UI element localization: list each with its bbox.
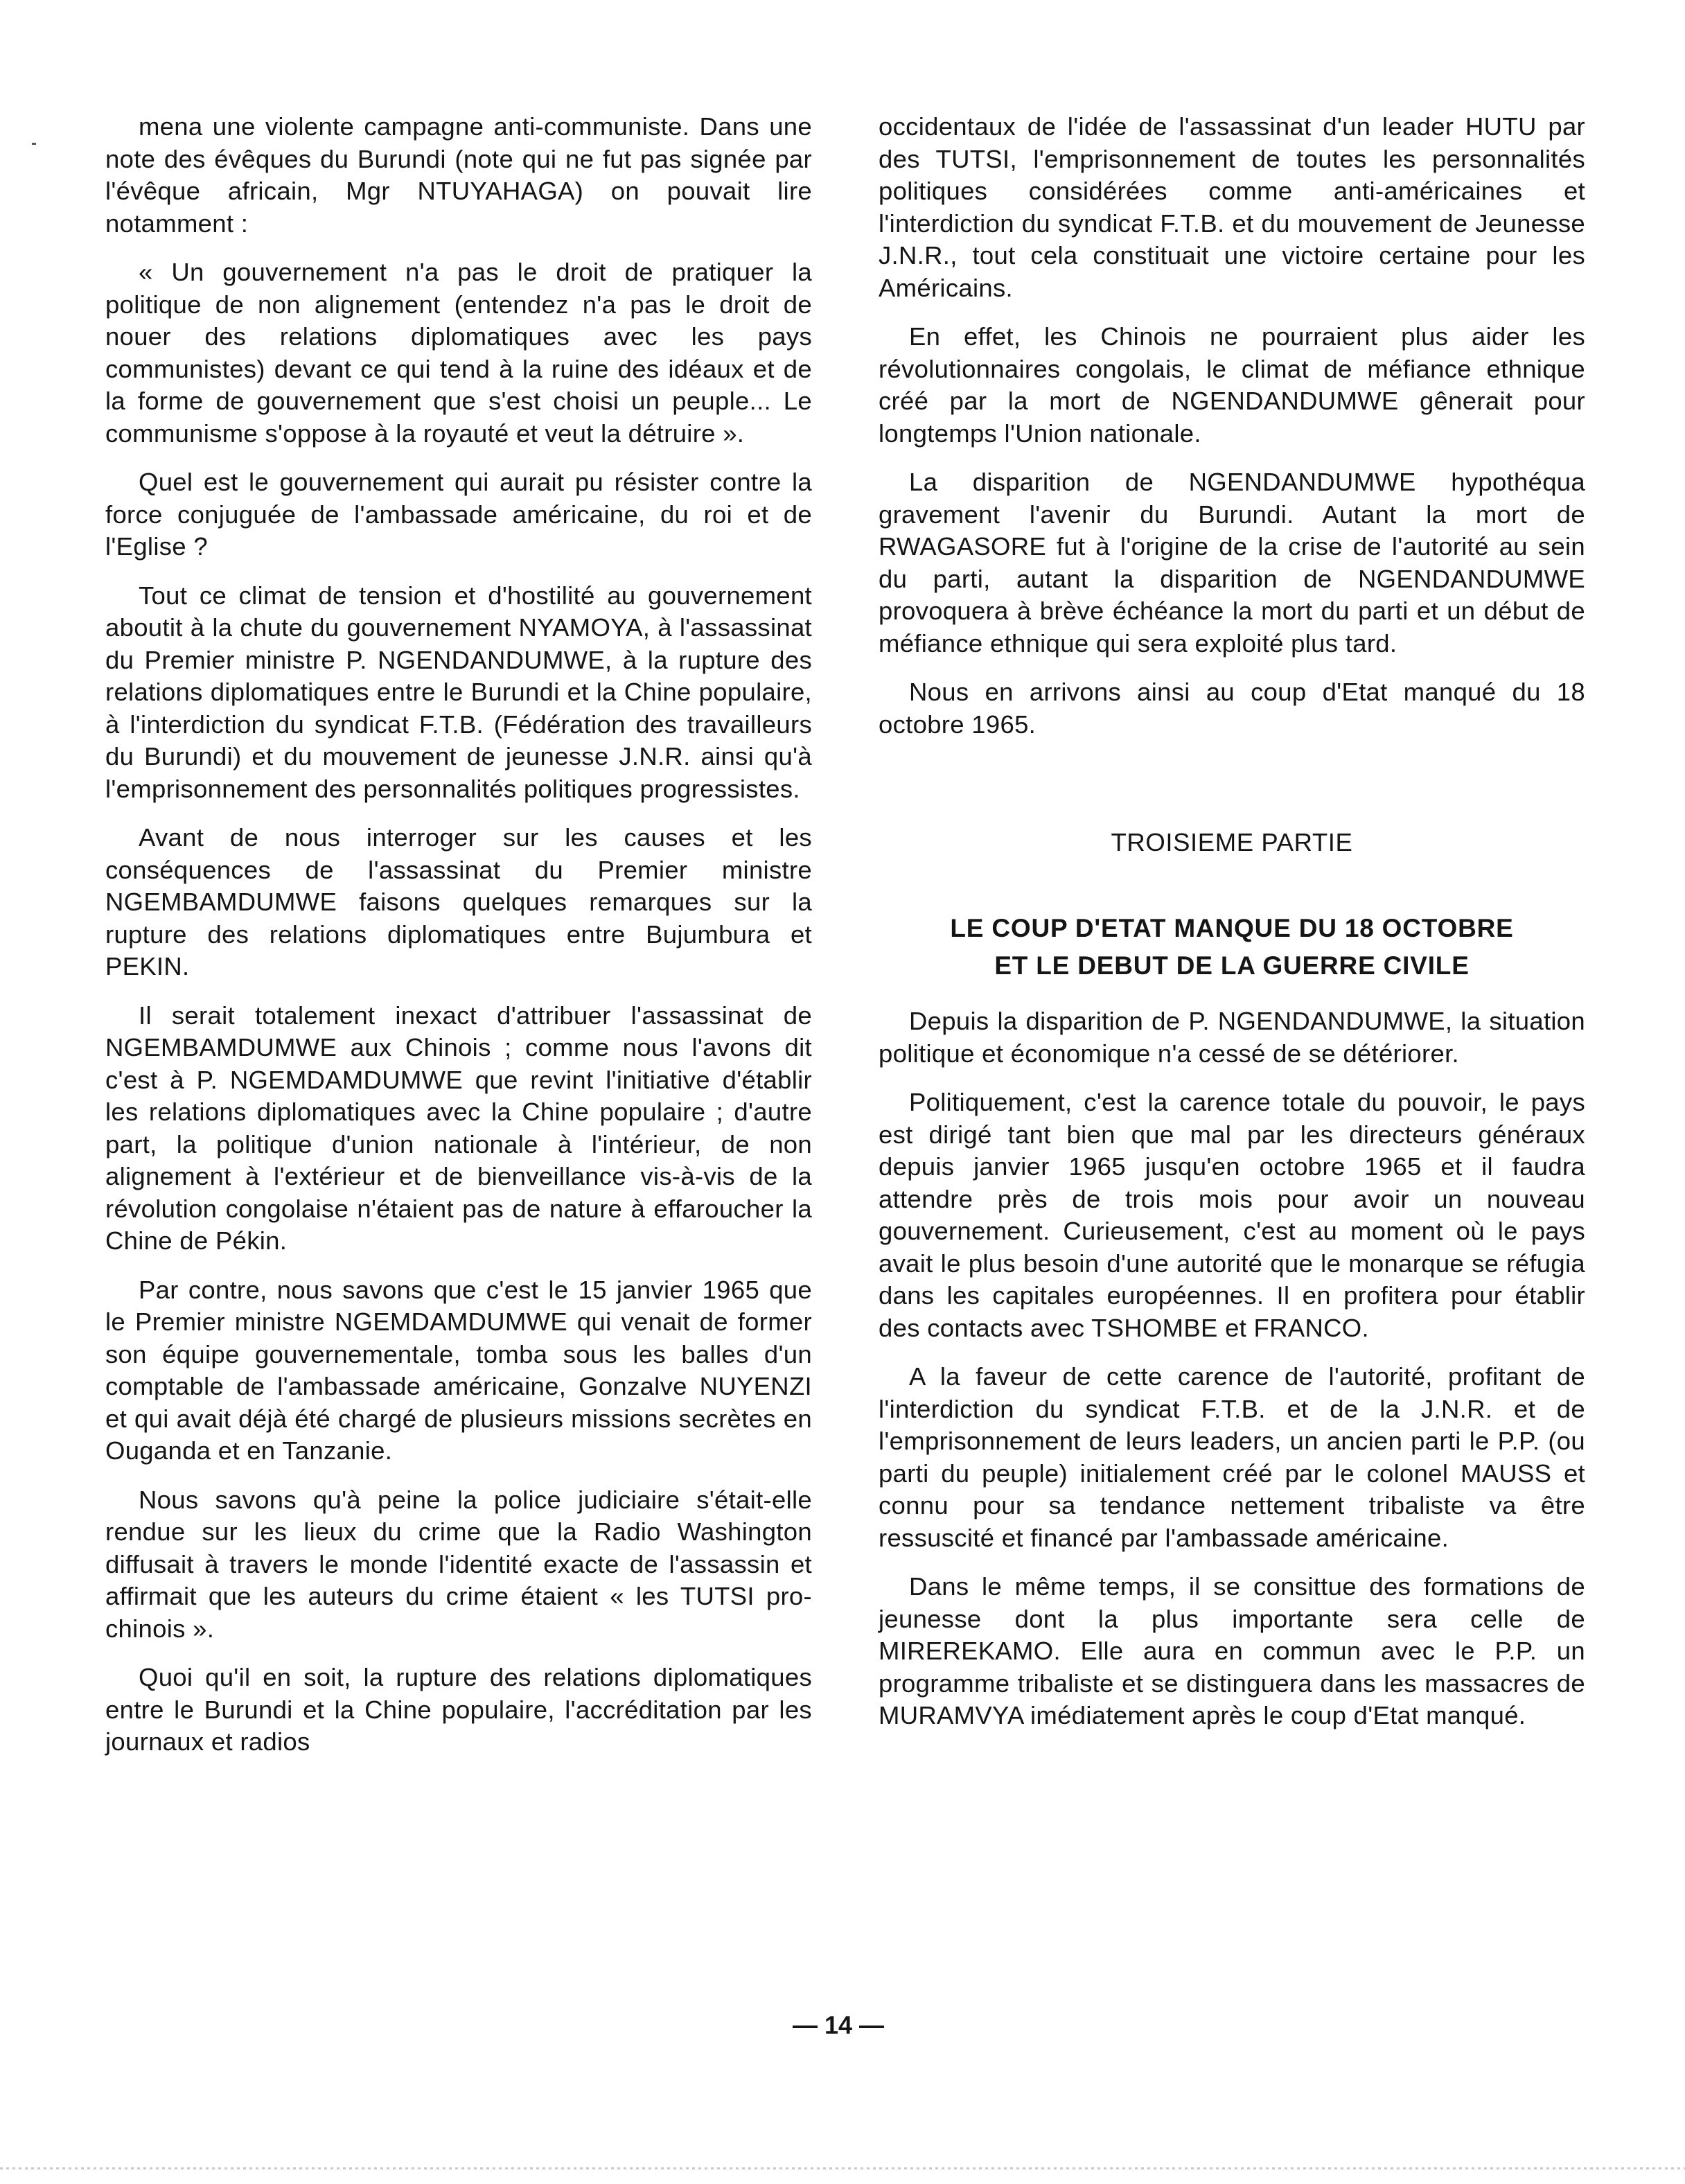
paragraph: Quoi qu'il en soit, la rupture des relations diplomatiques entre le Burundi et la Chine populaire, l'accréditation par les journaux et radios: [105, 1663, 812, 1756]
paragraph-quote: « Un gouvernement n'a pas le droit de pratiquer la politique de non alignement (entendez n'a pas le droit de nouer des relations diplomatiques avec les pays communistes) devant ce qui tend à la ruine des idéaux et de la forme de gouvernement que s'est choisi un peuple... Le communisme s'oppose à la royauté et veut la détruire ».: [105, 258, 812, 448]
paragraph: Nous savons qu'à peine la police judiciaire s'était-elle rendue sur les lieux du crime que la Radio Washington diffusait à travers le monde l'identité exacte de l'assassin et affirmait que les auteurs du crime étaient « les TUTSI pro-chinois ».: [105, 1485, 812, 1643]
section-title-line: ET LE DEBUT DE LA GUERRE CIVILE: [994, 951, 1470, 980]
paragraph: Quel est le gouvernement qui aurait pu résister contre la force conjuguée de l'ambassade américaine, du roi et de l'Eglise ?: [105, 468, 812, 561]
paragraph: Tout ce climat de tension et d'hostilité au gouvernement aboutit à la chute du gouvernement NYAMOYA, à l'assassinat du Premier ministre P. NGENDANDUMWE, à la rupture des relations diplomatiques entre le Burundi et la Chine populaire, à l'interdiction du syndicat F.T.B. (Fédération des travailleurs du Burundi) et du mouvement de jeunesse J.N.R. ainsi qu'à l'emprisonnement des personnalités politiques progressistes.: [105, 581, 812, 803]
paragraph: A la faveur de cette carence de l'autorité, profitant de l'interdiction du syndicat F.T.B. et de la J.N.R. et de l'emprisonnement de leurs leaders, un ancien parti le P.P. (ou parti du peuple) initialement créé par le colonel MAUSS et connu pour sa tendance nettement tribaliste va être ressuscité et financé par l'ambassade américaine.: [879, 1362, 1585, 1552]
section-title-line: LE COUP D'ETAT MANQUE DU 18 OCTOBRE: [950, 914, 1514, 942]
page-number: — 14 —: [792, 2011, 885, 2039]
paragraph: Il serait totalement inexact d'attribuer l'assassinat de NGEMBAMDUMWE aux Chinois ; comme nous l'avons dit c'est à P. NGEMDAMDUMWE que revint l'initiative d'établir les relations diplomatiques avec la Chine populaire ; d'autre part, la politique d'union nationale à l'intérieur, de non alignement à l'extérieur et de bienveillance vis-à-vis de la révolution congolaise n'étaient pas de nature à effaroucher la Chine de Pékin.: [105, 1001, 812, 1255]
paragraph: Politiquement, c'est la carence totale du pouvoir, le pays est dirigé tant bien que mal par les directeurs généraux depuis janvier 1965 jusqu'en octobre 1965 et il faudra attendre près de trois mois pour avoir un nouveau gouvernement. Curieusement, c'est au moment où le pays avait le plus besoin d'une autorité que le monarque se réfugia dans les capitales européennes. Il en profitera pour établir des contacts avec TSHOMBE et FRANCO.: [879, 1088, 1585, 1342]
scan-edge-line: [0, 2167, 1685, 2169]
section-label: TROISIEME PARTIE: [1111, 828, 1353, 856]
section-title: [879, 910, 1585, 985]
paragraph: Depuis la disparition de P. NGENDANDUMWE, la situation politique et économique n'a cessé de se détériorer.: [879, 1007, 1585, 1068]
paragraph: En effet, les Chinois ne pourraient plus aider les révolutionnaires congolais, le climat de méfiance ethnique créé par la mort de NGENDANDUMWE gênerait pour longtemps l'Union nationale.: [879, 322, 1585, 448]
paragraph: Dans le même temps, il se consittue des formations de jeunesse dont la plus importante sera celle de MIREREKAMO. Elle aura en commun avec le P.P. un programme tribaliste et se distinguera dans les massacres de MURAMVYA imédiatement après le coup d'Etat manqué.: [879, 1572, 1585, 1729]
left-column: [105, 111, 812, 1775]
paragraph: Avant de nous interroger sur les causes et les conséquences de l'assassinat du Premier ministre NGEMBAMDUMWE faisons quelques remarques sur la rupture des relations diplomatiques entre Bujumbura et PEKIN.: [105, 823, 812, 980]
paragraph: Nous en arrivons ainsi au coup d'Etat manqué du 18 octobre 1965.: [879, 678, 1585, 739]
paragraph: occidentaux de l'idée de l'assassinat d'un leader HUTU par des TUTSI, l'emprisonnement de toutes les personnalités politiques considérées comme anti-américaines et l'interdiction du syndicat F.T.B. et du mouvement de Jeunesse J.N.R., tout cela constituait une victoire certaine pour les Américains.: [879, 112, 1585, 302]
paragraph: Par contre, nous savons que c'est le 15 janvier 1965 que le Premier ministre NGEMDAMDUMWE qui venait de former son équipe gouvernementale, tomba sous les balles d'un comptable de l'ambassade américaine, Gonzalve NUYENZI et qui avait déjà été chargé de plusieurs missions secrètes en Ouganda et en Tanzanie.: [105, 1275, 812, 1465]
paragraph: La disparition de NGENDANDUMWE hypothéqua gravement l'avenir du Burundi. Autant la mort de RWAGASORE fut à l'origine de la crise de l'autorité au sein du parti, autant la disparition de NGENDANDUMWE provoquera à brève échéance la mort du parti et un début de méfiance ethnique qui sera exploité plus tard.: [879, 468, 1585, 658]
right-column: [879, 111, 1585, 1749]
scan-speck: [32, 143, 36, 145]
paragraph: mena une violente campagne anti-communiste. Dans une note des évêques du Burundi (note qui ne fut pas signée par l'évêque africain, Mgr NTUYAHAGA) on pouvait lire notamment :: [105, 112, 812, 238]
